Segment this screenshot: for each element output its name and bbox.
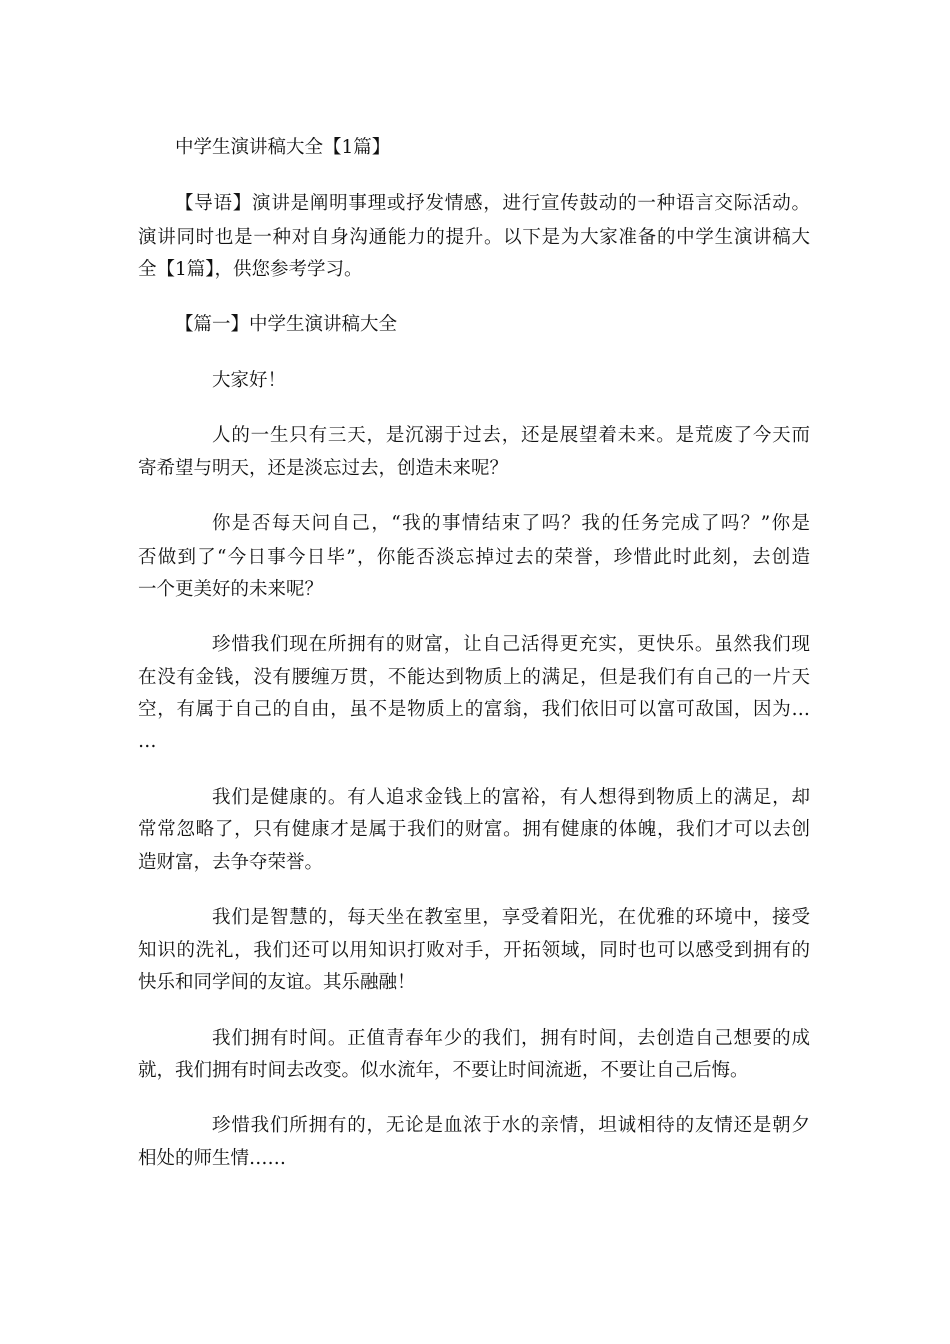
- paragraph-line: 寄希望与明天，还是淡忘过去，创造未来呢？: [138, 458, 509, 479]
- paragraph-line: 人的一生只有三天，是沉溺于过去，还是展望着未来。是荒废了今天而: [212, 425, 810, 446]
- paragraph-line: 我们是智慧的，每天坐在教室里，享受着阳光，在优雅的环境中，接受: [212, 907, 810, 928]
- paragraph-line: 我们是健康的。有人追求金钱上的富裕，有人想得到物质上的满足，却: [212, 787, 810, 808]
- paragraph-line: 快乐和同学间的友谊。其乐融融！: [138, 972, 416, 993]
- intro-line: 演讲同时也是一种对自身沟通能力的提升。以下是为大家准备的中学生演讲稿大: [138, 227, 810, 248]
- paragraph-line: 否做到了“今日事今日毕”，你能否淡忘掉过去的荣誉，珍惜此时此刻，去创造: [138, 547, 810, 568]
- intro-line: 全【1篇】，供您参考学习。: [138, 259, 363, 280]
- paragraph-line: 在没有金钱，没有腰缠万贯，不能达到物质上的满足，但是我们有自己的一片天: [138, 667, 810, 688]
- section-heading: 【篇一】中学生演讲稿大全: [175, 314, 398, 335]
- paragraph-line: 空，有属于自己的自由，虽不是物质上的富翁，我们依旧可以富可敌国，因为…: [138, 699, 810, 720]
- paragraph-line: 相处的师生情……: [138, 1148, 287, 1169]
- paragraph-line: 造财富，去争夺荣誉。: [138, 852, 324, 873]
- paragraph-line: 一个更美好的未来呢？: [138, 579, 324, 600]
- paragraph-line: 我们拥有时间。正值青春年少的我们，拥有时间，去创造自己想要的成: [212, 1028, 810, 1049]
- greeting: 大家好！: [212, 370, 287, 391]
- intro-line: 【导语】演讲是阐明事理或抒发情感，进行宣传鼓动的一种语言交际活动。: [175, 193, 810, 214]
- paragraph-line: 知识的洗礼，我们还可以用知识打败对手，开拓领域，同时也可以感受到拥有的: [138, 940, 810, 961]
- paragraph-line: 就，我们拥有时间去改变。似水流年，不要让时间流逝，不要让自己后悔。: [138, 1060, 749, 1081]
- paragraph-line: …: [138, 731, 157, 752]
- paragraph-line: 常常忽略了，只有健康才是属于我们的财富。拥有健康的体魄，我们才可以去创: [138, 819, 810, 840]
- document-title: 中学生演讲稿大全【1篇】: [175, 137, 391, 158]
- paragraph-line: 珍惜我们所拥有的，无论是血浓于水的亲情，坦诚相待的友情还是朝夕: [212, 1115, 810, 1136]
- paragraph-line: 珍惜我们现在所拥有的财富，让自己活得更充实，更快乐。虽然我们现: [212, 634, 810, 655]
- paragraph-line: 你是否每天问自己，“我的事情结束了吗？我的任务完成了吗？”你是: [212, 513, 810, 534]
